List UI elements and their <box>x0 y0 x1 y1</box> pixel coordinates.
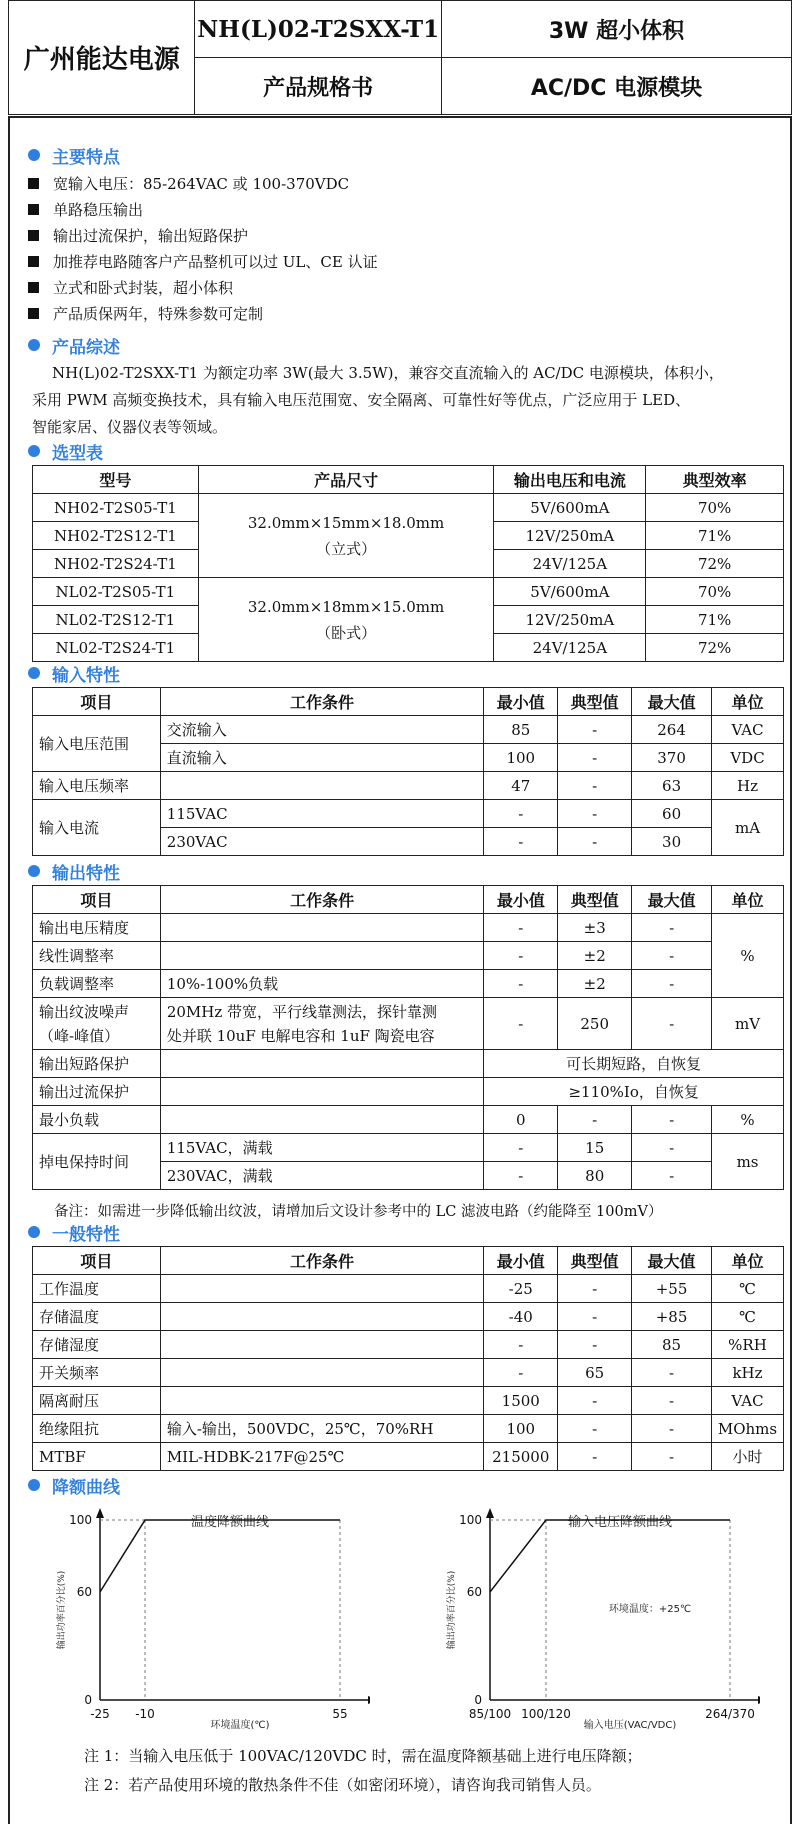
column-header: 最大值 <box>632 1247 712 1275</box>
section-title: 输出特性 <box>52 863 120 884</box>
bullet-dot-icon <box>28 1479 40 1491</box>
min-cell: 85 <box>484 716 558 744</box>
y-tick-label: 100 <box>459 1513 482 1527</box>
table-row <box>33 1106 784 1134</box>
model-cell: NL02-T2S12-T1 <box>33 606 199 634</box>
column-header: 典型值 <box>558 1247 632 1275</box>
typ-cell: - <box>558 800 632 828</box>
min-cell: 0 <box>484 1106 558 1134</box>
max-cell: 63 <box>632 772 712 800</box>
table-row <box>33 1050 784 1078</box>
item-text: （峰-峰值） <box>39 1026 120 1045</box>
bullet-dot-icon <box>28 865 40 877</box>
section-title: 输入特性 <box>52 665 120 686</box>
y-tick-label: 0 <box>474 1693 482 1707</box>
x-tick-label: -10 <box>135 1707 155 1721</box>
page-border-left <box>8 116 10 1824</box>
x-tick-label: 85/100 <box>468 1707 512 1721</box>
unit-cell: 小时 <box>711 1443 783 1471</box>
max-cell: - <box>632 998 712 1050</box>
feature-text: 立式和卧式封装，超小体积 <box>53 278 234 297</box>
feature-text: 输出过流保护，输出短路保护 <box>53 226 249 245</box>
bullet-dot-icon <box>28 667 40 679</box>
typ-cell: - <box>558 1387 632 1415</box>
column-header: 单位 <box>712 688 784 716</box>
typ-cell: - <box>558 1331 632 1359</box>
column-header: 最小值 <box>484 886 558 914</box>
y-tick-label: 60 <box>466 1585 482 1599</box>
condition-cell <box>160 914 484 942</box>
min-cell: - <box>484 828 558 856</box>
item-text: 输出纹波噪声 <box>39 1002 130 1021</box>
max-cell: - <box>632 1162 712 1190</box>
overview-paragraph <box>32 360 784 441</box>
input-table <box>32 687 784 856</box>
typ-cell: - <box>558 1275 632 1303</box>
column-header: 项目 <box>33 1247 161 1275</box>
model-cell: NL02-T2S24-T1 <box>33 634 199 662</box>
section-general <box>28 1219 120 1245</box>
bullet-dot-icon <box>28 149 40 161</box>
column-header: 项目 <box>33 886 161 914</box>
min-cell: -40 <box>484 1303 558 1331</box>
min-cell: - <box>484 1162 558 1190</box>
feature-item <box>28 170 349 196</box>
table-row <box>33 1443 784 1471</box>
condition-cell: 交流输入 <box>160 716 484 744</box>
feature-item <box>28 300 263 326</box>
condition-cell <box>160 1359 483 1387</box>
derating-note-1: 注 1：当输入电压低于 100VAC/120VDC 时，需在温度降额基础上进行电压降额； <box>84 1747 642 1765</box>
condition-cell <box>160 1078 484 1106</box>
condition-cell <box>160 1106 484 1134</box>
unit-cell: VDC <box>712 744 784 772</box>
max-cell: +85 <box>632 1303 712 1331</box>
column-header: 最小值 <box>484 688 558 716</box>
efficiency-cell: 71% <box>646 606 784 634</box>
unit-cell: %RH <box>711 1331 783 1359</box>
y-axis-arrow-icon <box>96 1508 104 1518</box>
table-row <box>33 772 784 800</box>
output-note: 备注：如需进一步降低输出纹波，请增加后文设计参考中的 LC 滤波电路（约能降至 100mV） <box>54 1204 663 1220</box>
company-name: 广州能达电源 <box>9 1 195 115</box>
size-text: 32.0mm×15mm×18.0mm <box>247 513 445 532</box>
feature-item <box>28 248 378 274</box>
min-cell: 215000 <box>484 1443 558 1471</box>
typ-cell: ±2 <box>558 942 632 970</box>
item-cell: MTBF <box>33 1443 161 1471</box>
output-cell: 24V/125A <box>494 550 646 578</box>
section-features <box>28 142 120 168</box>
section-output <box>28 858 120 884</box>
column-header: 典型值 <box>558 886 632 914</box>
typ-cell: - <box>558 744 632 772</box>
selection-table <box>32 465 784 662</box>
model-cell: NL02-T2S05-T1 <box>33 578 199 606</box>
column-header: 工作条件 <box>160 886 484 914</box>
efficiency-cell: 70% <box>646 494 784 522</box>
min-cell: - <box>484 970 558 998</box>
item-cell <box>33 998 161 1050</box>
item-cell: 输出短路保护 <box>33 1050 161 1078</box>
square-bullet-icon <box>28 178 39 189</box>
product-title-line2: AC/DC 电源模块 <box>441 58 791 115</box>
condition-cell <box>160 1050 484 1078</box>
min-cell: - <box>484 942 558 970</box>
item-cell: 负载调整率 <box>33 970 161 998</box>
unit-cell: VAC <box>711 1387 783 1415</box>
condition-cell: 10%-100%负载 <box>160 970 484 998</box>
x-tick-label: 55 <box>332 1707 348 1721</box>
efficiency-cell: 71% <box>646 522 784 550</box>
output-cell: 12V/250mA <box>494 522 646 550</box>
unit-cell: Hz <box>712 772 784 800</box>
item-cell: 输出过流保护 <box>33 1078 161 1106</box>
column-header: 典型值 <box>558 688 632 716</box>
unit-cell: ms <box>712 1134 784 1190</box>
section-derating <box>28 1472 120 1498</box>
feature-item <box>28 274 233 300</box>
model-number: NH(L)02-T2SXX-T1 <box>195 1 442 58</box>
unit-cell: mA <box>712 800 784 856</box>
condition-cell <box>160 1303 483 1331</box>
max-cell: - <box>632 1359 712 1387</box>
table-row <box>33 1275 784 1303</box>
min-cell: - <box>484 998 558 1050</box>
typ-cell: - <box>558 716 632 744</box>
efficiency-cell: 72% <box>646 550 784 578</box>
derating-curve <box>100 1520 340 1592</box>
square-bullet-icon <box>28 256 39 267</box>
column-header: 典型效率 <box>646 466 784 494</box>
unit-cell: ℃ <box>711 1303 783 1331</box>
max-cell: - <box>632 1443 712 1471</box>
condition-cell <box>160 772 484 800</box>
min-cell: 100 <box>484 1415 558 1443</box>
table-row <box>33 998 784 1050</box>
max-cell: - <box>632 1134 712 1162</box>
table-row <box>33 1331 784 1359</box>
unit-cell: % <box>712 1106 784 1134</box>
table-row <box>33 1303 784 1331</box>
y-tick-label: 100 <box>69 1513 92 1527</box>
max-cell: - <box>632 1415 712 1443</box>
x-axis-arrow-icon <box>758 1696 760 1704</box>
product-title-line1: 3W 超小体积 <box>441 1 791 58</box>
condition-cell: 直流输入 <box>160 744 484 772</box>
condition-cell: 230VAC <box>160 828 484 856</box>
typ-cell: 65 <box>558 1359 632 1387</box>
item-cell: 输入电压范围 <box>33 716 161 772</box>
typ-cell: ±2 <box>558 970 632 998</box>
size-cell <box>198 578 494 662</box>
condition-cell: 输入-输出，500VDC，25℃，70%RH <box>160 1415 483 1443</box>
model-cell: NH02-T2S24-T1 <box>33 550 199 578</box>
typ-cell: - <box>558 1415 632 1443</box>
efficiency-cell: 70% <box>646 578 784 606</box>
x-axis-label: 环境温度(℃) <box>210 1720 270 1731</box>
condition-cell: 115VAC <box>160 800 484 828</box>
max-cell: - <box>632 1387 712 1415</box>
square-bullet-icon <box>28 204 39 215</box>
column-header: 项目 <box>33 688 161 716</box>
form-text: （立式） <box>316 539 377 558</box>
y-tick-label: 60 <box>76 1585 92 1599</box>
column-header: 最小值 <box>484 1247 558 1275</box>
max-cell: - <box>632 970 712 998</box>
column-header: 工作条件 <box>160 688 484 716</box>
column-header: 单位 <box>711 1247 783 1275</box>
condition-cell <box>160 998 484 1050</box>
max-cell: - <box>632 1106 712 1134</box>
voltage-derating-chart <box>440 1500 760 1740</box>
max-cell: +55 <box>632 1275 712 1303</box>
value-cell: ≥110%Io，自恢复 <box>484 1078 784 1106</box>
chart-annotation: 环境温度：+25℃ <box>608 1604 692 1615</box>
temperature-derating-chart <box>50 1500 370 1740</box>
condition-cell: MIL-HDBK-217F@25℃ <box>160 1443 483 1471</box>
item-cell: 绝缘阻抗 <box>33 1415 161 1443</box>
table-row <box>33 1134 784 1162</box>
item-cell: 隔离耐压 <box>33 1387 161 1415</box>
unit-cell: MOhms <box>711 1415 783 1443</box>
column-header: 最大值 <box>632 886 712 914</box>
x-axis-arrow-icon <box>368 1696 370 1704</box>
section-title: 选型表 <box>52 443 103 464</box>
item-cell: 输出电压精度 <box>33 914 161 942</box>
y-axis-arrow-icon <box>486 1508 494 1518</box>
general-table <box>32 1246 784 1471</box>
section-title: 一般特性 <box>52 1224 120 1245</box>
output-cell: 5V/600mA <box>494 578 646 606</box>
unit-cell: % <box>712 914 784 998</box>
derating-curve <box>490 1520 730 1592</box>
y-tick-label: 0 <box>84 1693 92 1707</box>
column-header: 型号 <box>33 466 199 494</box>
typ-cell: 15 <box>558 1134 632 1162</box>
x-tick-label: 100/120 <box>521 1707 571 1721</box>
section-overview <box>28 332 120 358</box>
column-header: 产品尺寸 <box>198 466 494 494</box>
column-header: 单位 <box>712 886 784 914</box>
typ-cell: - <box>558 828 632 856</box>
max-cell: - <box>632 942 712 970</box>
min-cell: 1500 <box>484 1387 558 1415</box>
min-cell: 47 <box>484 772 558 800</box>
typ-cell: 80 <box>558 1162 632 1190</box>
feature-item <box>28 196 143 222</box>
section-selection <box>28 438 103 464</box>
table-row <box>33 942 784 970</box>
unit-cell: VAC <box>712 716 784 744</box>
max-cell: - <box>632 914 712 942</box>
form-text: （卧式） <box>316 623 377 642</box>
unit-cell: kHz <box>711 1359 783 1387</box>
item-cell: 存储温度 <box>33 1303 161 1331</box>
table-row <box>33 1078 784 1106</box>
size-text: 32.0mm×18mm×15.0mm <box>247 597 445 616</box>
typ-cell: 250 <box>558 998 632 1050</box>
feature-item <box>28 222 248 248</box>
max-cell: 370 <box>632 744 712 772</box>
unit-cell: ℃ <box>711 1275 783 1303</box>
condition-cell: 115VAC，满载 <box>160 1134 484 1162</box>
feature-text: 宽输入电压：85-264VAC 或 100-370VDC <box>53 174 350 193</box>
value-cell: 可长期短路，自恢复 <box>484 1050 784 1078</box>
typ-cell: - <box>558 772 632 800</box>
item-cell: 开关频率 <box>33 1359 161 1387</box>
condition-text: 20MHz 带宽，平行线靠测法，探针靠测 <box>166 1002 438 1021</box>
y-axis-label: 输出功率百分比(%) <box>447 1570 457 1650</box>
header-divider <box>8 116 792 118</box>
chart-title: 温度降额曲线 <box>190 1515 270 1530</box>
item-cell: 存储湿度 <box>33 1331 161 1359</box>
document-header <box>8 0 792 115</box>
condition-cell <box>160 1275 483 1303</box>
typ-cell: - <box>558 1106 632 1134</box>
square-bullet-icon <box>28 282 39 293</box>
column-header: 工作条件 <box>160 1247 483 1275</box>
min-cell: - <box>484 800 558 828</box>
min-cell: - <box>484 1134 558 1162</box>
unit-cell: mV <box>712 998 784 1050</box>
output-cell: 5V/600mA <box>494 494 646 522</box>
item-cell: 线性调整率 <box>33 942 161 970</box>
efficiency-cell: 72% <box>646 634 784 662</box>
table-row <box>33 1387 784 1415</box>
overview-line: NH(L)02-T2SXX-T1 为额定功率 3W(最大 3.5W)，兼容交直流输入的 AC/DC 电源模块，体积小， <box>52 364 724 382</box>
section-title: 降额曲线 <box>52 1477 120 1498</box>
max-cell: 264 <box>632 716 712 744</box>
output-cell: 24V/125A <box>494 634 646 662</box>
y-axis-label: 输出功率百分比(%) <box>57 1570 67 1650</box>
condition-cell <box>160 1331 483 1359</box>
typ-cell: - <box>558 1443 632 1471</box>
section-title: 产品综述 <box>52 337 120 358</box>
table-row <box>33 914 784 942</box>
output-cell: 12V/250mA <box>494 606 646 634</box>
section-title: 主要特点 <box>52 147 120 168</box>
output-table <box>32 885 784 1190</box>
item-cell: 工作温度 <box>33 1275 161 1303</box>
table-row <box>33 494 784 522</box>
condition-text: 处并联 10uF 电解电容和 1uF 陶瓷电容 <box>166 1026 435 1045</box>
table-row <box>33 800 784 828</box>
item-cell: 最小负载 <box>33 1106 161 1134</box>
min-cell: - <box>484 914 558 942</box>
overview-line: 采用 PWM 高频变换技术，具有输入电压范围宽、安全隔离、可靠性好等优点，广泛应用于 LED、 <box>32 391 691 409</box>
page-border-right <box>790 116 792 1824</box>
square-bullet-icon <box>28 308 39 319</box>
table-row <box>33 716 784 744</box>
x-axis-label: 输入电压(VAC/VDC) <box>583 1720 677 1731</box>
typ-cell: - <box>558 1303 632 1331</box>
chart-title: 输入电压降额曲线 <box>567 1515 673 1530</box>
table-row <box>33 970 784 998</box>
typ-cell: ±3 <box>558 914 632 942</box>
feature-text: 单路稳压输出 <box>53 200 144 219</box>
section-input <box>28 660 120 686</box>
table-row <box>33 1415 784 1443</box>
model-cell: NH02-T2S05-T1 <box>33 494 199 522</box>
max-cell: 30 <box>632 828 712 856</box>
min-cell: 100 <box>484 744 558 772</box>
bullet-dot-icon <box>28 1226 40 1238</box>
item-cell: 掉电保持时间 <box>33 1134 161 1190</box>
model-cell: NH02-T2S12-T1 <box>33 522 199 550</box>
column-header: 最大值 <box>632 688 712 716</box>
x-tick-label: 264/370 <box>705 1707 755 1721</box>
size-cell <box>198 494 494 578</box>
x-tick-label: -25 <box>90 1707 110 1721</box>
bullet-dot-icon <box>28 445 40 457</box>
document-type: 产品规格书 <box>195 58 442 115</box>
table-row <box>33 1359 784 1387</box>
min-cell: -25 <box>484 1275 558 1303</box>
min-cell: - <box>484 1331 558 1359</box>
condition-cell: 230VAC，满载 <box>160 1162 484 1190</box>
bullet-dot-icon <box>28 339 40 351</box>
condition-cell <box>160 1387 483 1415</box>
feature-text: 加推荐电路随客户产品整机可以过 UL、CE 认证 <box>53 252 378 271</box>
square-bullet-icon <box>28 230 39 241</box>
max-cell: 85 <box>632 1331 712 1359</box>
max-cell: 60 <box>632 800 712 828</box>
condition-cell <box>160 942 484 970</box>
feature-text: 产品质保两年，特殊参数可定制 <box>53 304 264 323</box>
derating-note-2: 注 2：若产品使用环境的散热条件不佳（如密闭环境），请咨询我司销售人员。 <box>84 1776 601 1794</box>
overview-line: 智能家居、仪器仪表等领域。 <box>32 418 228 436</box>
item-cell: 输入电压频率 <box>33 772 161 800</box>
min-cell: - <box>484 1359 558 1387</box>
item-cell: 输入电流 <box>33 800 161 856</box>
table-row <box>33 578 784 606</box>
column-header: 输出电压和电流 <box>494 466 646 494</box>
